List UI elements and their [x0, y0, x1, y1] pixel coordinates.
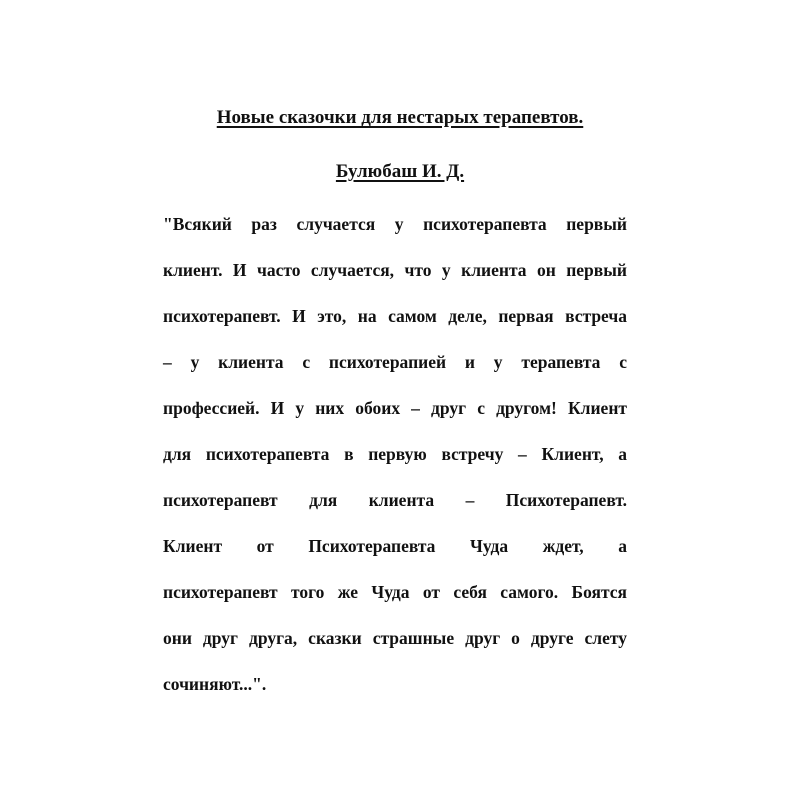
paragraph-line: психотерапевт того же Чуда от себя самого. Боятся: [163, 582, 627, 602]
paragraph-line: клиент. И часто случается, что у клиента он первый: [163, 260, 627, 280]
paragraph-line: психотерапевт для клиента – Психотерапевт.: [163, 490, 627, 510]
paragraph-line: Клиент от Психотерапевта Чуда ждет, а: [163, 536, 627, 556]
paragraph-line: "Всякий раз случается у психотерапевта первый: [163, 214, 627, 234]
paragraph-line: они друг друга, сказки страшные друг о друге слету: [163, 628, 627, 648]
paragraph-line: психотерапевт. И это, на самом деле, первая встреча: [163, 306, 627, 326]
document-author: Булюбаш И. Д.: [335, 161, 465, 182]
document-title: Новые сказочки для нестарых терапевтов.: [216, 107, 584, 128]
paragraph-line-last: сочиняют...".: [163, 674, 267, 694]
paragraph-line: для психотерапевта в первую встречу – Клиент, а: [163, 444, 627, 464]
paragraph-line: – у клиента с психотерапией и у терапевта с: [163, 352, 627, 372]
paragraph-line: профессией. И у них обоих – друг с другом! Клиент: [163, 398, 627, 418]
